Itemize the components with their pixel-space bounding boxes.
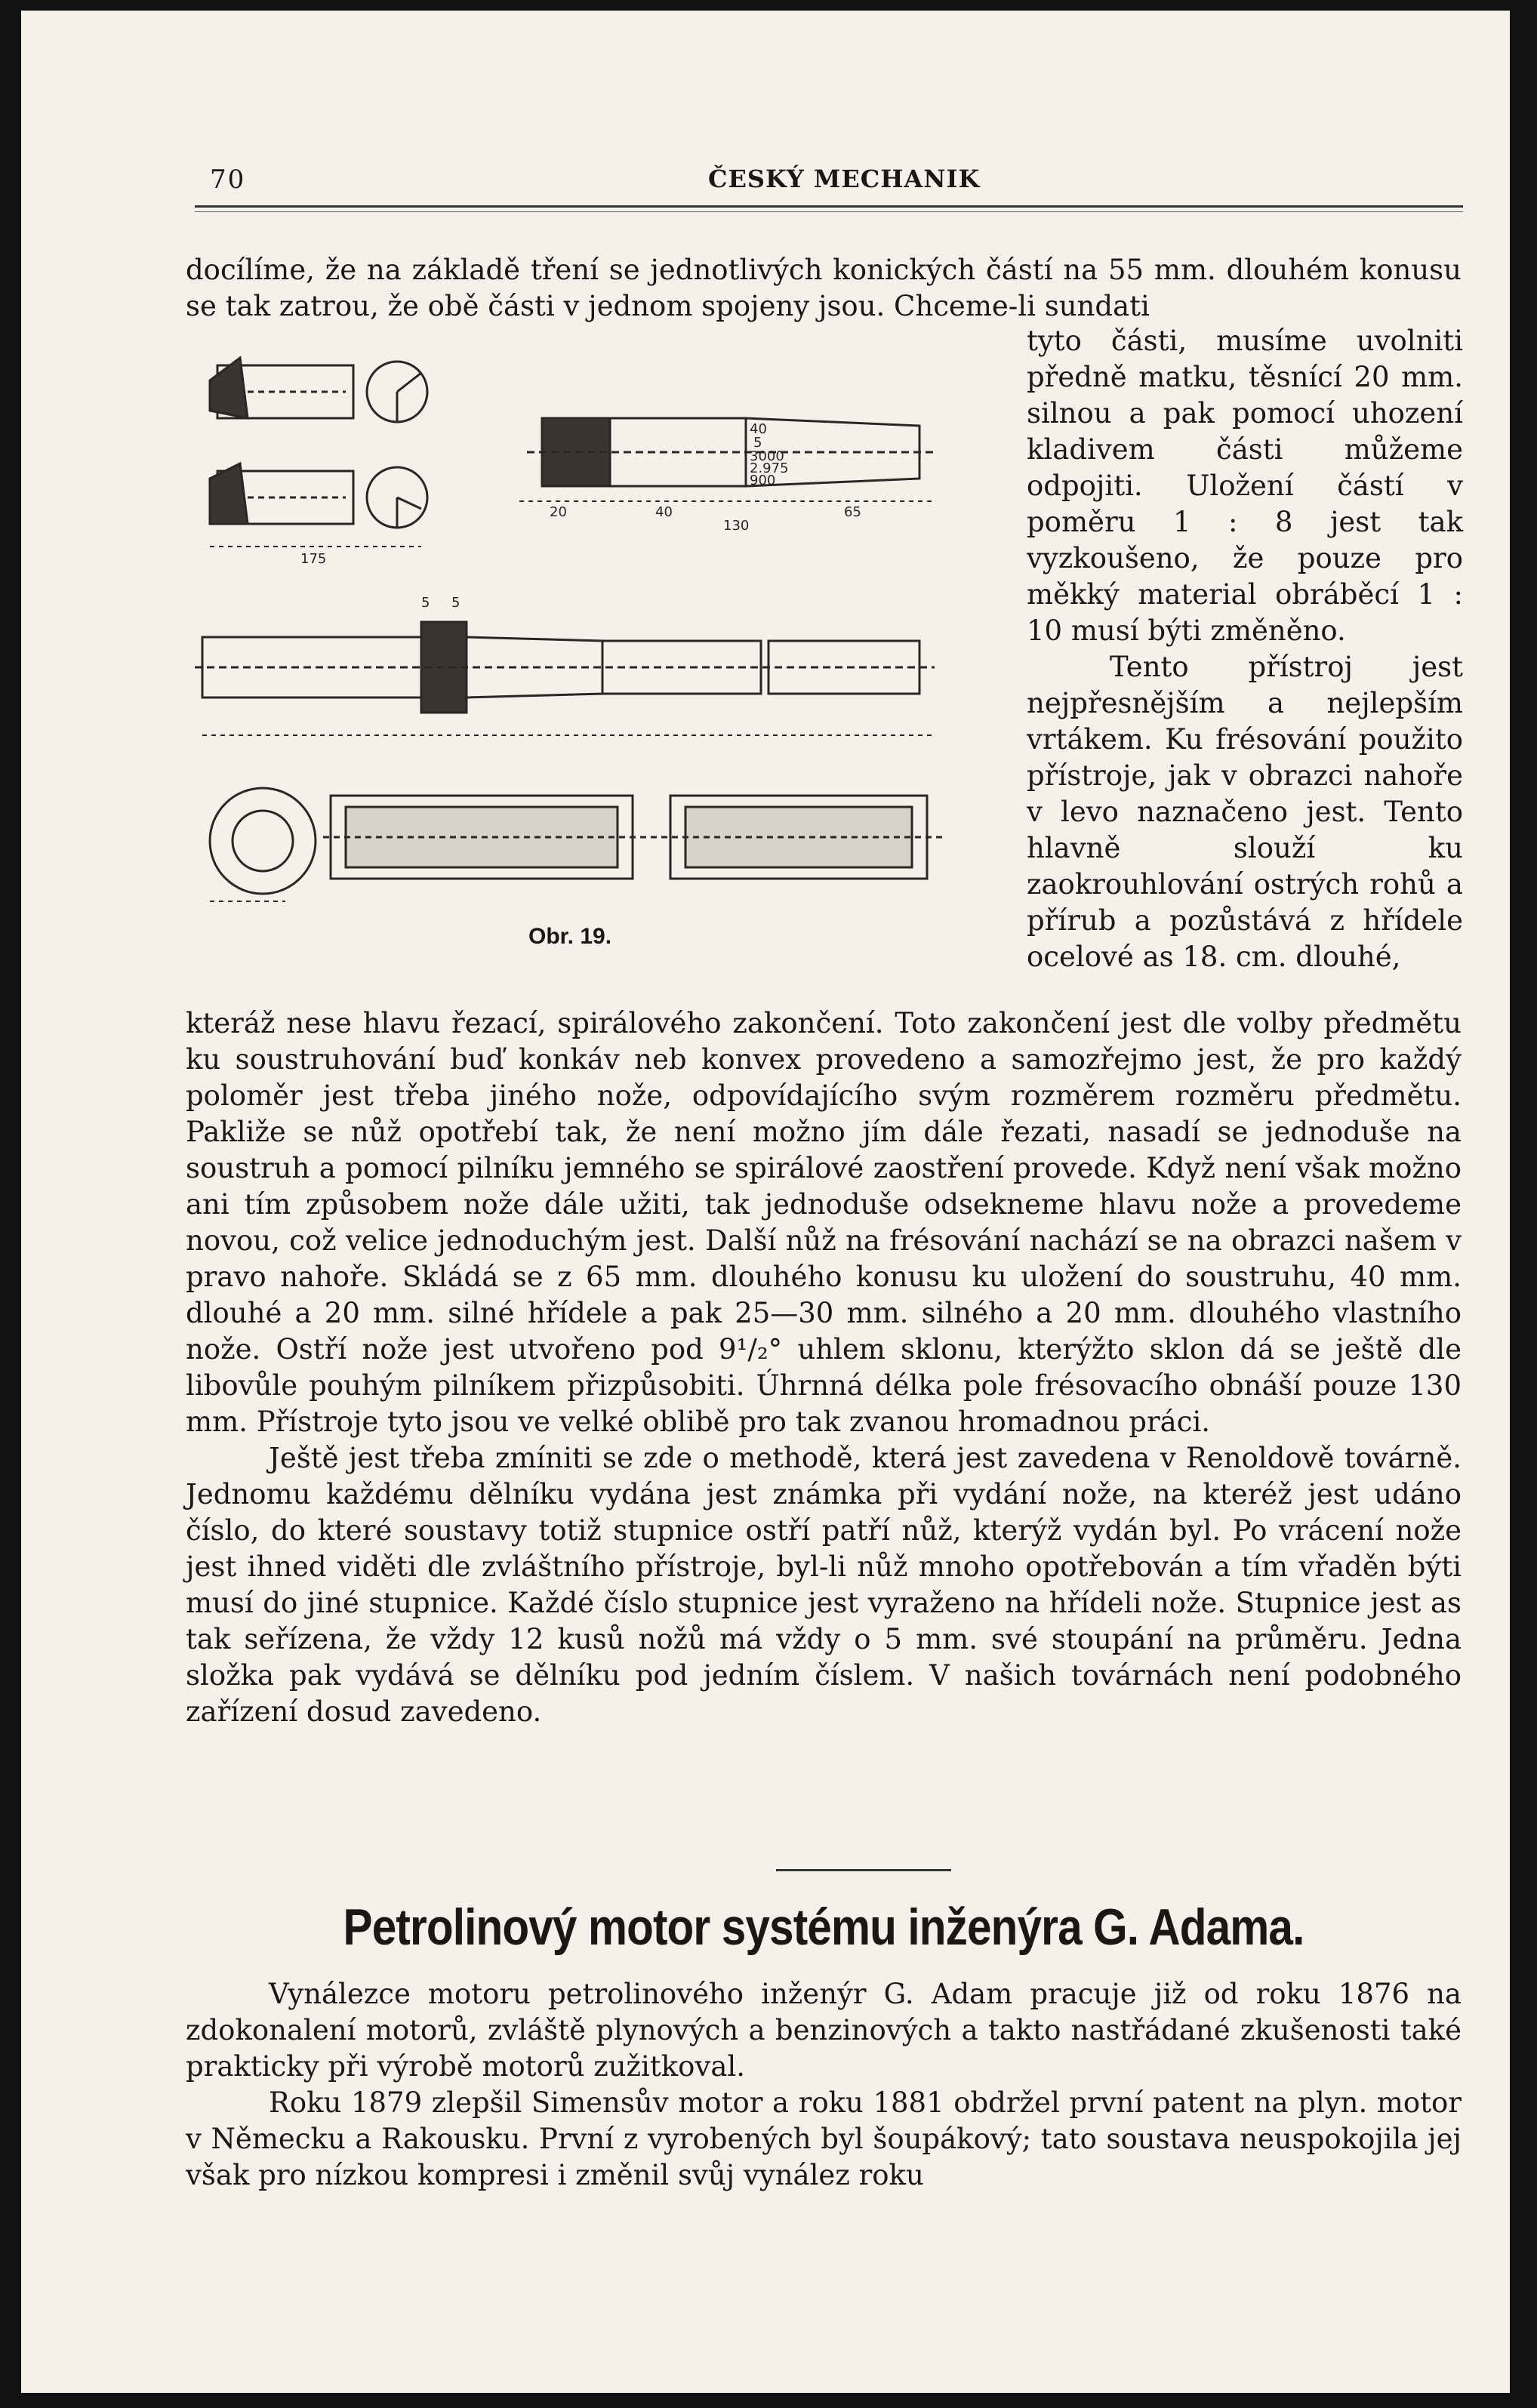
page-number: 70	[210, 165, 246, 195]
form-cutter-lower	[210, 463, 427, 547]
paragraph: tyto části, musíme uvolniti předně matku, těsnící 20 mm. silnou a pak pomocí uhození kladivem části můžeme odpojiti. Uložení částí v poměru 1 : 8 jest tak vyzkoušeno, že pouze pro měkký material obráběcí 1 : 10 musí býti změněno.	[1027, 325, 1463, 647]
tool-dim: 65	[844, 504, 861, 520]
header-rule-thin	[195, 211, 1463, 212]
technical-drawing	[195, 343, 995, 977]
article-body	[186, 1976, 1462, 2194]
tool-dim: 40	[655, 504, 673, 520]
paragraph: Ještě jest třeba zmíniti se zde o methodě, která jest zavedena v Renoldově továrně. Jednomu každému dělníku vydána jest známka při vydání nože, na kteréž jest udáno číslo, do které soustavy totiž stupnice ostří patří nůž, kterýž vydán byl. Po vrácení nože jest ihned viděti dle zvláštního přístroje, byl-li nůž mnoho opotřebován a tím vřaděn býti musí do jiné stupnice. Každé číslo stupnice jest vyraženo na hřídeli nože. Stupnice jest as tak seřízena, že vždy 12 kusů nožů má vždy o 5 mm. své stoupání na průměru. Jedna složka pak vydává se dělníku pod jedním číslem. V našich továrnách není podobného zařízení dosud zavedeno.	[186, 1442, 1462, 1728]
running-title: ČESKÝ MECHANIK	[708, 165, 981, 193]
figure-caption: Obr. 19.	[528, 924, 612, 949]
article-title: Petrolinový motor systému inženýra G. Adama.	[343, 1898, 1304, 1956]
paragraph: Vynálezce motoru petrolinového inženýr G. Adam pracuje již od roku 1876 na zdokonalení motorů, zvláště plynových a benzinových a takto nastřádané zkušenosti také prakticky při výrobě motorů zužitkoval.	[186, 1978, 1462, 2083]
paragraph: kteráž nese hlavu řezací, spirálového zakončení. Toto zakončení jest dle volby předmětu ku soustruhování buď konkáv neb konvex provedeno a samozřejmo jest, že pro každý poloměr jest třeba jiného nože, odpovídajícího svým rozměrem rozměru předmětu. Pakliže se nůž opotřebí tak, že není možno jím dále řezati, nasadí se jednoduše na soustruh a pomocí pilníku jemného se spirálové zaostření provede. Když není však možno ani tím způsobem nože dále užiti, tak jednoduše odsekneme hlavu nože a provedeme novou, což velice jednoduchým jest. Další nůž na frésování nachází se na obrazci našem v pravo nahoře. Skládá se z 65 mm. dlouhého konusu ku uložení do soustruhu, 40 mm. dlouhé a 20 mm. silné hřídele a pak 25—30 mm. silného a 20 mm. dlouhého vlastního nože. Ostří nože jest utvořeno pod 9¹/₂° uhlem sklonu, kterýžto sklon dá se ještě dle libovůle pouhým pilníkem přizpůsobiti. Úhrnná délka pole frésovacího obnáší pouze 130 mm. Přístroje tyto jsou ve velké oblibě pro tak zvanou hromadnou práci.	[186, 1007, 1462, 1438]
text-top	[186, 252, 1462, 325]
text-main	[186, 1005, 1462, 1730]
reamer-dim: 5	[451, 595, 460, 611]
tool-value: 900	[750, 473, 776, 488]
paragraph: Roku 1879 zlepšil Simensův motor a roku 1881 obdržel první patent na plyn. motor v Německu a Rakousku. První z vyrobených byl šoupákový; tato soustava neuspokojila jej však pro nízkou kompresi i změnil svůj vynález roku	[186, 2086, 1462, 2191]
section-divider	[776, 1869, 951, 1871]
header-rule	[195, 205, 1463, 208]
milling-tool	[519, 418, 935, 501]
text-right-column	[1027, 323, 1463, 975]
tool-value: 40	[750, 421, 767, 437]
tool-value: 5	[753, 435, 762, 451]
form-cutter-upper	[210, 358, 427, 422]
reamer	[195, 622, 935, 735]
tool-dim: 20	[550, 504, 567, 520]
page-header	[165, 162, 1463, 199]
tool-value: 2.975	[750, 460, 789, 476]
reamer-dim: 5	[421, 595, 430, 611]
paragraph: Tento přístroj jest nejpřesnějším a nejlepším vrtákem. Ku frésování použito přístroje, jak v obrazci nahoře v levo naznačeno jest. Tento hlavně slouží ku zaokrouhlování ostrých rohů a přírub a pozůstává z hřídele ocelové as 18. cm. dlouhé,	[1027, 651, 1463, 973]
tool-value: 3000	[750, 448, 784, 464]
paragraph: docílíme, že na základě tření se jednotlivých konických částí na 55 mm. dlouhém konusu se tak zatrou, že obě části v jednom spojeny jsou. Chceme-li sundati	[186, 254, 1462, 322]
tool-dim: 130	[723, 518, 750, 534]
page	[21, 11, 1510, 2393]
dim-label: 175	[300, 551, 327, 567]
bushing-assembly	[210, 788, 942, 901]
